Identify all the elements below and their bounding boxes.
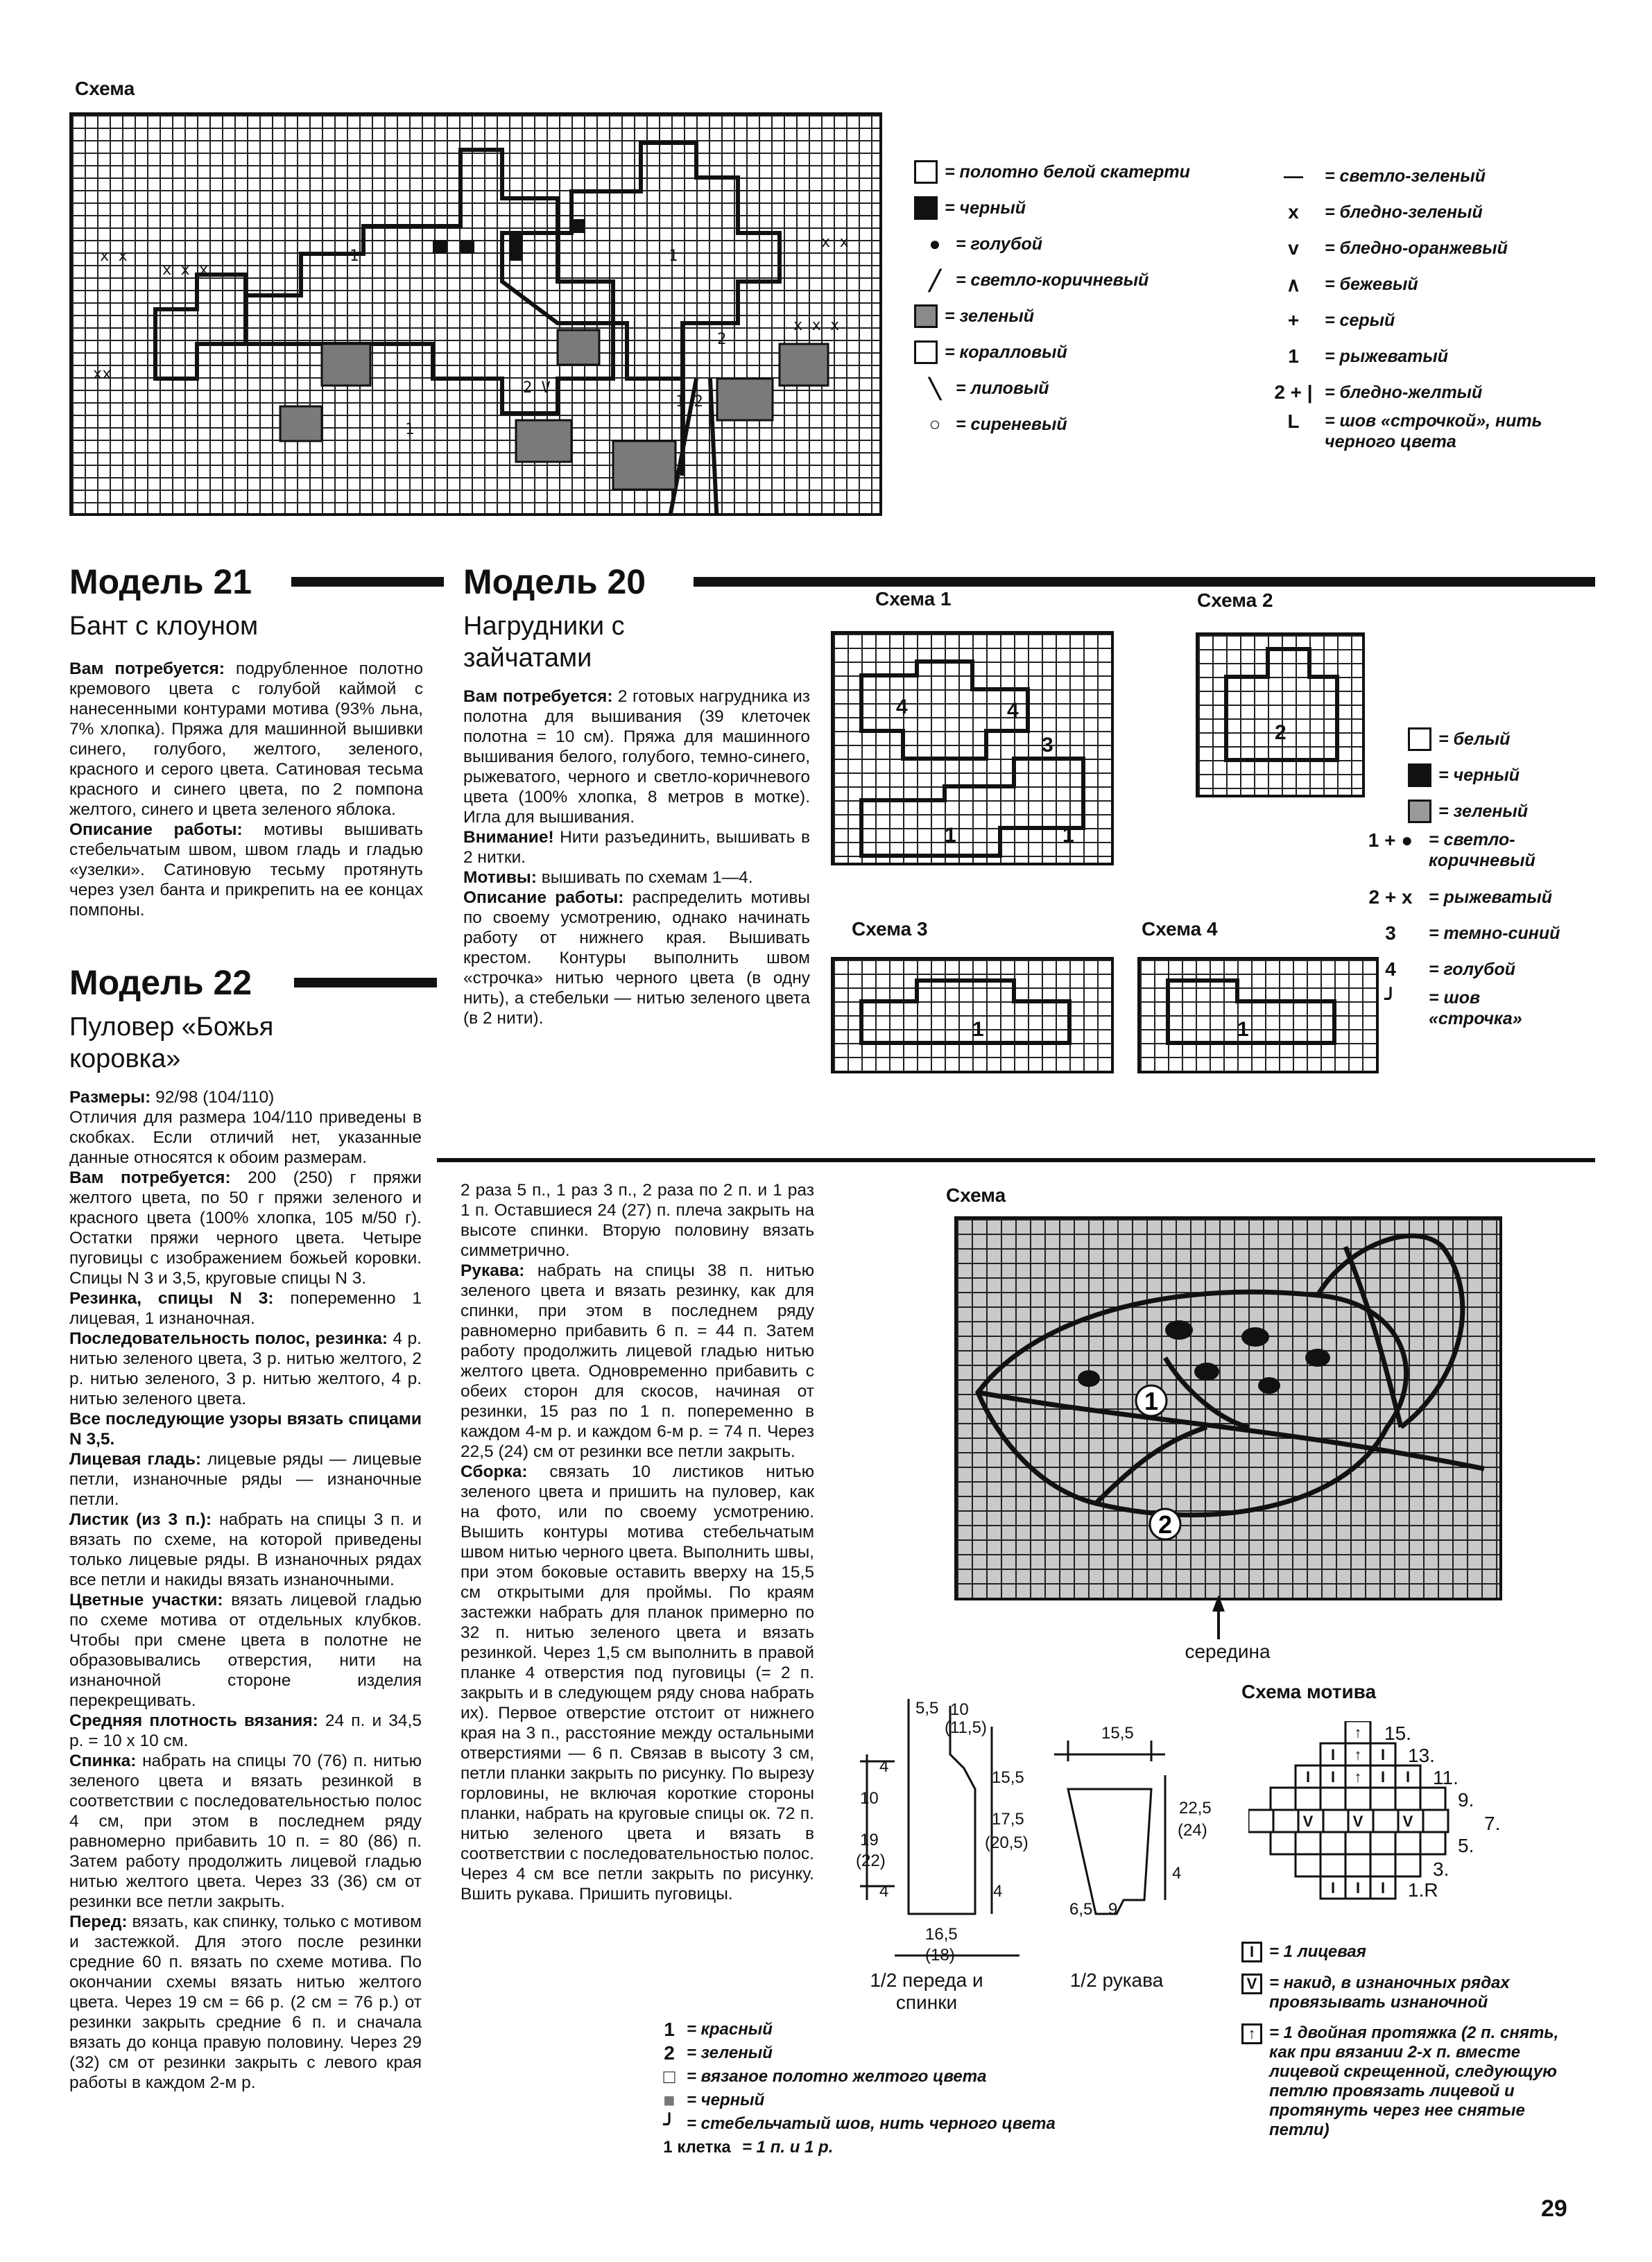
legend-label: = шов «строчка» [1429,988,1522,1028]
stem-stitch-icon: ╯ [663,2113,676,2135]
legend-label: = лиловый [956,378,1049,398]
legend-item [652,2018,1056,2041]
top-legend-left [914,154,1190,442]
empty-square-icon: □ [663,2066,676,2087]
filled-square-icon: ■ [663,2089,676,2111]
scheme1-chart [831,631,1114,865]
front-dim-22: (22) [856,1851,886,1870]
legend-label: = 1 двойная протяжка (2 п. снять, как при вязании 2-х п. вместе лицевой скрещенной, следующую петлю провязать лицевой и протянуть через нее снятые петли) [1269,2023,1559,2139]
svg-text:1: 1 [350,248,359,265]
paragraph: Все последующие узоры вязать спицами N 3,5. [69,1410,422,1449]
scheme4-motif [1140,960,1376,1071]
legend-item [1262,158,1554,194]
three-icon: 3 [1385,922,1396,944]
legend-label: = зеленый [945,306,1035,326]
paragraph: Размеры: 92/98 (104/110) [69,1088,275,1107]
svg-text:↑: ↑ [1354,1768,1362,1786]
top-chart-motif [72,115,879,513]
legend-label: = светло-коричневый [956,270,1149,290]
paragraph: Лицевая гладь: лицевые ряды — лицевые петли, изнаночные ряды — изнаночные петли. [69,1450,422,1509]
legend-item [1352,987,1588,1029]
cell-label: 1 клетка [663,2138,731,2157]
motif-row-11: 11. [1433,1767,1459,1788]
svg-text:4: 4 [896,696,908,718]
legend-label: = темно-синий [1429,923,1560,943]
svg-text:1: 1 [972,1018,984,1041]
scheme2-title: Схема 2 [1197,589,1273,611]
svg-text:I: I [1355,1879,1361,1897]
two-icon: 2 [664,2042,675,2064]
legend-item [914,298,1190,334]
front-dim-15-5: 15,5 [992,1768,1024,1787]
legend-item [1352,721,1588,757]
legend-label: = накид, в изнаночных рядах провязывать изнаночной [1269,1974,1510,2012]
legend-item [1352,829,1588,871]
model22-motif-legend [1241,1942,1588,2140]
one-icon: 1 [1288,345,1299,367]
stitch-icon: ╯ [1384,988,1397,1010]
legend-item [1352,793,1588,829]
model20-text [463,687,810,1028]
legend-label: = светло-коричневый [1429,830,1535,870]
legend-label: = голубой [1429,959,1515,979]
legend-label: = бледно-оранжевый [1325,238,1508,258]
paragraph: Резинка, спицы N 3: попеременно 1 лицевая, 1 изнаночная. [69,1289,422,1328]
front-dim-19: 19 [860,1831,879,1849]
model20-subtitle: Нагрудники с зайчатами [463,612,625,673]
legend-label: = стебельчатый шов, нить черного цвета [687,2114,1056,2133]
legend-label: = бежевый [1325,274,1418,294]
motif-row-9: 9. [1458,1789,1474,1811]
scheme2-chart [1196,632,1365,797]
motif-row-3: 3. [1433,1858,1449,1880]
legend-item [652,2136,1056,2159]
paragraph: Вам потребуется: подрубленное полотно кремового цвета с голубой каймой с нанесенными контурами мотива (93% льна, 7% хлопка). Пряжа для машинной вышивки синего, голубого, желтого, зеленого, красного и серого цвета. Сатиновая тесьма красного и синего цвета, по 2 помпона желтого, синего и цвета зеленого яблока. [69,659,423,819]
l-icon: L [1287,411,1300,432]
front-dim-17-5: 17,5 [992,1810,1024,1829]
svg-text:1: 1 [1062,824,1074,847]
middle-arrow-stem [1217,1610,1220,1639]
legend-label: = черный [687,2091,765,2109]
paragraph: Сборка: связать 10 листиков нитью зеленого цвета и пришить на пуловер, как на фото, или по своему усмотрению. Вышить контуры мотива стебельчатым швом нитью черного цвета. Выполнить швы, при этом боковые оставить вверху на 15,5 см открытыми для проймы. По краям застежки набрать для планок примерно по 32 п. нитью зеленого цвета и вязать резинкой. Через 1,5 см выполнить в правой планке 4 отверстия под пуговицы (= 2 п. закрыть и в следующем ряду снова набрать их). Первое отверстие отстоит от нижнего края на 3 п., расстояние между остальными отверстиями — 6 п. Связав в высоту 3 см, петли планки закрыть по рисунку. По вырезу горловины, не включая короткие стороны планки, набрать на круговые спицы ок. 72 п. нитью зеленого цвета и вязать в соответствии с последовательностью полос. Через 4 см все петли закрыть по рисунку. Вшить рукава. Пришить пуговицы. [461,1462,814,1903]
svg-text:x x: x x [821,234,849,251]
model22-pattern-legend [652,2018,1056,2159]
paragraph: Отличия для размера 104/110 приведены в скобках. Если отличий нет, указанные данные относятся к обоим размерам. [69,1108,422,1167]
motif-row-1r: 1.R [1408,1879,1438,1901]
legend-label: = полотно белой скатерти [945,162,1190,182]
legend-label: = светло-зеленый [1325,166,1486,186]
model22-col2 [461,1180,814,1904]
slash-icon: ╱ [929,269,941,291]
scheme1-title: Схема 1 [875,588,952,610]
top-scheme-title: Схема [75,78,135,99]
svg-text:1: 1 [1144,1387,1159,1415]
svg-text:1 2: 1 2 [676,393,703,411]
front-dim-20-5: (20,5) [985,1833,1029,1852]
model20-title: Модель 20 [463,562,646,601]
model21-subtitle: Бант с клоуном [69,612,259,641]
two-x-icon: 2 + x [1368,886,1413,908]
legend-label: = красный [687,2020,773,2039]
legend-item [652,2041,1056,2065]
legend-item [1262,411,1554,452]
svg-text:1: 1 [1237,1018,1249,1041]
paragraph: Мотивы: вышивать по схемам 1—4. [463,868,753,887]
front-dim-10: 10 [950,1700,969,1719]
paragraph: Описание работы: распределить мотивы по своему усмотрению, однако начинать работу от нижнего края. Вышивать крестом. Контуры выполнить швом «строчка» нитью черного цвета (в одну нить), а стебельки — нитью зеленого цвета (в 2 нити). [463,888,810,1028]
one-dot-icon: 1 + ● [1368,829,1413,851]
model20-legend [1352,721,1588,1029]
sleeve-dim-24: (24) [1178,1821,1207,1840]
front-dim-10b: 10 [860,1789,879,1808]
svg-text:x x x: x x x [793,317,840,334]
legend-label: = сиреневый [956,414,1067,434]
black-swatch [914,196,938,220]
paragraph: Вам потребуется: 2 готовых нагрудника из полотна для вышивания (39 клеточек полотна = 10 см). Пряжа для машинного вышивания белого, голубого, темно-синего, рыжеватого, черного и светло-коричневого цвета (100% хлопка, 8 метров в мотке). Игла для вышивания. [463,687,810,827]
white-swatch [914,340,938,364]
top-legend-right [1262,158,1554,452]
legend-item [914,226,1190,262]
svg-text:2 V: 2 V [523,379,551,397]
svg-text:xx: xx [93,365,112,383]
ladybug-motif [957,1219,1499,1598]
svg-text:3: 3 [1042,734,1053,757]
legend-item [1352,915,1588,951]
svg-text:I: I [1380,1768,1386,1786]
legend-label: = зеленый [687,2044,773,2062]
double-decrease-icon: ↑ [1241,2023,1262,2044]
front-dim-16-5: 16,5 [925,1925,958,1944]
legend-label: = 1 п. и 1 р. [742,2138,834,2157]
svg-text:I: I [1330,1768,1336,1786]
paragraph: Перед: вязать, как спинку, только с мотивом и застежкой. Для этого после резинки средние 60 п. вязать по схеме мотива. По окончании схемы вязать нитью желтого цвета. Через 19 см = 66 р. (2 см = 76 р.) от резинки закрыть средние 6 п. и сначала вязать до конца правую половину. Через 29 (32) см от резинки закрыть с левого края работы в каждом 2-м р. [69,1913,422,2092]
middle-arrow-icon [1212,1595,1225,1612]
gray-swatch [914,304,938,328]
page-number: 29 [1541,2195,1567,2222]
motif-row-7: 7. [1484,1813,1501,1834]
svg-text:1: 1 [405,421,415,438]
svg-text:I: I [1380,1879,1386,1897]
svg-text:x x: x x [100,248,128,265]
legend-item [914,406,1190,442]
legend-item [1262,194,1554,230]
model21-text [69,659,423,920]
scheme4-chart [1137,957,1379,1073]
motif-row-13: 13. [1408,1745,1435,1766]
svg-text:V: V [1402,1813,1413,1830]
black-swatch [1408,763,1431,787]
one-icon: 1 [664,2019,675,2040]
paragraph: Цветные участки: вязать лицевой гладью по схеме мотива от отдельных клубков. Чтобы при смене цвета в полотне не образовывались отверстия, нити на изнаночной стороне изделия перекрещивать. [69,1591,422,1710]
ladybug-chart [954,1216,1502,1600]
legend-item [652,2089,1056,2112]
legend-item [1352,879,1588,915]
legend-item [914,190,1190,226]
front-dim-11-5: (11,5) [945,1718,987,1737]
gray-swatch [1408,800,1431,823]
circle-icon: ○ [929,413,941,435]
backslash-icon: ╲ [929,377,941,399]
svg-text:1: 1 [945,824,956,847]
dot-icon: ● [929,233,941,254]
sleeve-dim-4: 4 [1172,1864,1182,1883]
legend-label: = коралловый [945,342,1067,362]
paragraph: Спинка: набрать на спицы 70 (76) п. нитью зеленого цвета и вязать резинкой в соответствии с последовательностью полос 4 см, при этом в последнем ряду равномерно прибавить 10 п. = 80 (86) п. Затем работу продолжить лицевой гладью нитью желтого цвета. Через 33 (36) см от резинки все петли закрыть. [69,1752,422,1911]
paragraph: Последовательность полос, резинка: 4 р. нитью зеленого цвета, 3 р. нитью желтого, 2 р. нитью зеленого, 3 р. нитью желтого, 4 р. нитью зеленого цвета. [69,1329,422,1408]
scheme3-title: Схема 3 [852,918,928,940]
front-dim-4b: 4 [879,1882,889,1901]
svg-text:2: 2 [717,331,727,348]
legend-item [1262,374,1554,411]
model22-rule [294,978,437,987]
scheme3-motif [834,960,1111,1071]
front-dim-4a: 4 [879,1757,889,1776]
legend-item [1352,951,1588,987]
yarn-over-icon: V [1241,1974,1262,1994]
legend-item [914,334,1190,370]
legend-label: = голубой [956,234,1042,254]
top-cross-stitch-chart [69,112,882,516]
svg-text:I: I [1330,1746,1336,1763]
legend-label: = шов «строчкой», нить черного цвета [1325,411,1542,451]
legend-label: = 1 лицевая [1269,1942,1366,1961]
legend-label: = вязаное полотно желтого цвета [687,2067,987,2086]
legend-item [1241,1942,1588,1962]
svg-text:2: 2 [1275,721,1287,744]
front-dim-5-5: 5,5 [915,1699,939,1718]
front-dim-4c: 4 [993,1882,1003,1901]
four-icon: 4 [1385,958,1396,980]
legend-label: = рыжеватый [1429,887,1553,907]
legend-label: = рыжеватый [1325,346,1449,366]
legend-label: = белый [1438,729,1511,749]
paragraph: 2 раза 5 п., 1 раз 3 п., 2 раза по 2 п. и 1 раз 1 п. Оставшиеся 24 (27) п. плеча закрыть на высоте спинки. Вторую половину вязать симметрично. [461,1181,814,1260]
sleeve-dim-15-5: 15,5 [1101,1724,1134,1743]
model21-title: Модель 21 [69,562,252,601]
model22-col1 [69,1087,422,2093]
legend-item [914,262,1190,298]
legend-item [652,2112,1056,2136]
middle-label: середина [1185,1641,1271,1662]
section-divider [437,1158,1595,1162]
model22-title: Модель 22 [69,963,252,1002]
svg-text:V: V [1302,1813,1314,1830]
plus-icon: + [1287,309,1300,331]
legend-label: = черный [1438,765,1520,785]
svg-text:↑: ↑ [1354,1746,1362,1763]
white-swatch [914,160,938,184]
legend-item [1352,757,1588,793]
paragraph: Описание работы: мотивы вышивать стебельчатым швом, швом гладь и гладью «узелки». Сатиновую тесьму протянуть через узел банта и прикрепить на ее концах помпоны. [69,820,424,920]
motif-row-15: 15. [1384,1723,1411,1744]
legend-item [1241,2023,1588,2140]
front-dim-18: (18) [925,1946,955,1965]
legend-label: = бледно-зеленый [1325,202,1483,222]
svg-text:2: 2 [1158,1510,1173,1539]
svg-text:↑: ↑ [1354,1724,1362,1741]
svg-text:x x x: x x x [162,261,209,279]
legend-item [1262,230,1554,266]
legend-label: = черный [945,198,1026,218]
scheme2-motif [1198,635,1362,795]
model22-scheme-title: Схема [946,1184,1006,1206]
svg-text:I: I [1405,1768,1411,1786]
paragraph: Внимание! Нити разъединить, вышивать в 2 нитки. [463,828,810,867]
sleeve-dim-9: 9 [1108,1900,1118,1919]
svg-text:I: I [1305,1768,1311,1786]
front-caption: 1/2 переда и спинки [870,1969,983,2013]
white-swatch [1408,727,1431,751]
x-icon: x [1288,201,1299,223]
sleeve-caption: 1/2 рукава [1069,1969,1164,1991]
svg-text:4: 4 [1007,699,1019,722]
legend-item [914,370,1190,406]
scheme3-chart [831,957,1114,1073]
paragraph: Средняя плотность вязания: 24 п. и 34,5 р. = 10 х 10 см. [69,1711,422,1750]
svg-text:I: I [1380,1746,1386,1763]
paragraph: Рукава: набрать на спицы 38 п. нитью зеленого цвета и вязать резинку, как для спинки, при этом в последнем ряду равномерно прибавить 6 п. = 44 п. Затем работу продолжить лицевой гладью нитью желтого цвета. Одновременно прибавить с обеих сторон для скосов, начиная от резинки, 15 раз по 1 п. попеременно в каждом 4-м р. и каждом 6-м р. = 74 п. Через 22,5 (24) см от резинки все петли закрыть. [461,1261,814,1461]
motif-row-5: 5. [1458,1835,1474,1856]
svg-text:V: V [1352,1813,1363,1830]
legend-item [652,2065,1056,2089]
svg-text:1: 1 [669,248,678,265]
sleeve-dim-6-5: 6,5 [1069,1900,1093,1919]
knit-icon: I [1241,1942,1262,1962]
legend-label: = бледно-желтый [1325,382,1483,402]
v-icon: v [1288,237,1299,259]
model21-rule [291,577,444,587]
paragraph: Листик (из 3 п.): набрать на спицы 3 п. и вязать по схеме, на которой приведены только лицевые ряды. В изнаночных рядах все петли и накиды вязать изнаночными. [69,1510,422,1589]
scheme1-motif [834,634,1111,863]
scheme4-title: Схема 4 [1142,918,1218,940]
legend-item [914,154,1190,190]
dash-icon: — [1284,165,1303,187]
legend-item [1241,1974,1588,2012]
paragraph: Вам потребуется: 200 (250) г пряжи желтого цвета, по 50 г пряжи зеленого и красного цвета (100% хлопка, 105 м/50 г). Остатки пряжи черного цвета. Четыре пуговицы с изображением божьей коровки. Спицы N 3 и 3,5, круговые спицы N 3. [69,1168,422,1288]
legend-label: = зеленый [1438,801,1529,821]
legend-label: = серый [1325,310,1395,330]
legend-item [1262,338,1554,374]
two-bar-icon: 2 + | [1274,381,1313,403]
legend-item [1262,266,1554,302]
leaf-motif-chart [1248,1721,1477,1929]
caret-icon: ∧ [1286,273,1301,295]
svg-text:I: I [1330,1879,1336,1897]
sleeve-dim-22-5: 22,5 [1179,1799,1212,1818]
motif-scheme-title: Схема мотива [1241,1681,1377,1702]
model20-rule [694,577,1595,587]
legend-item [1262,302,1554,338]
model22-subtitle: Пуловер «Божья коровка» [69,1012,274,1073]
